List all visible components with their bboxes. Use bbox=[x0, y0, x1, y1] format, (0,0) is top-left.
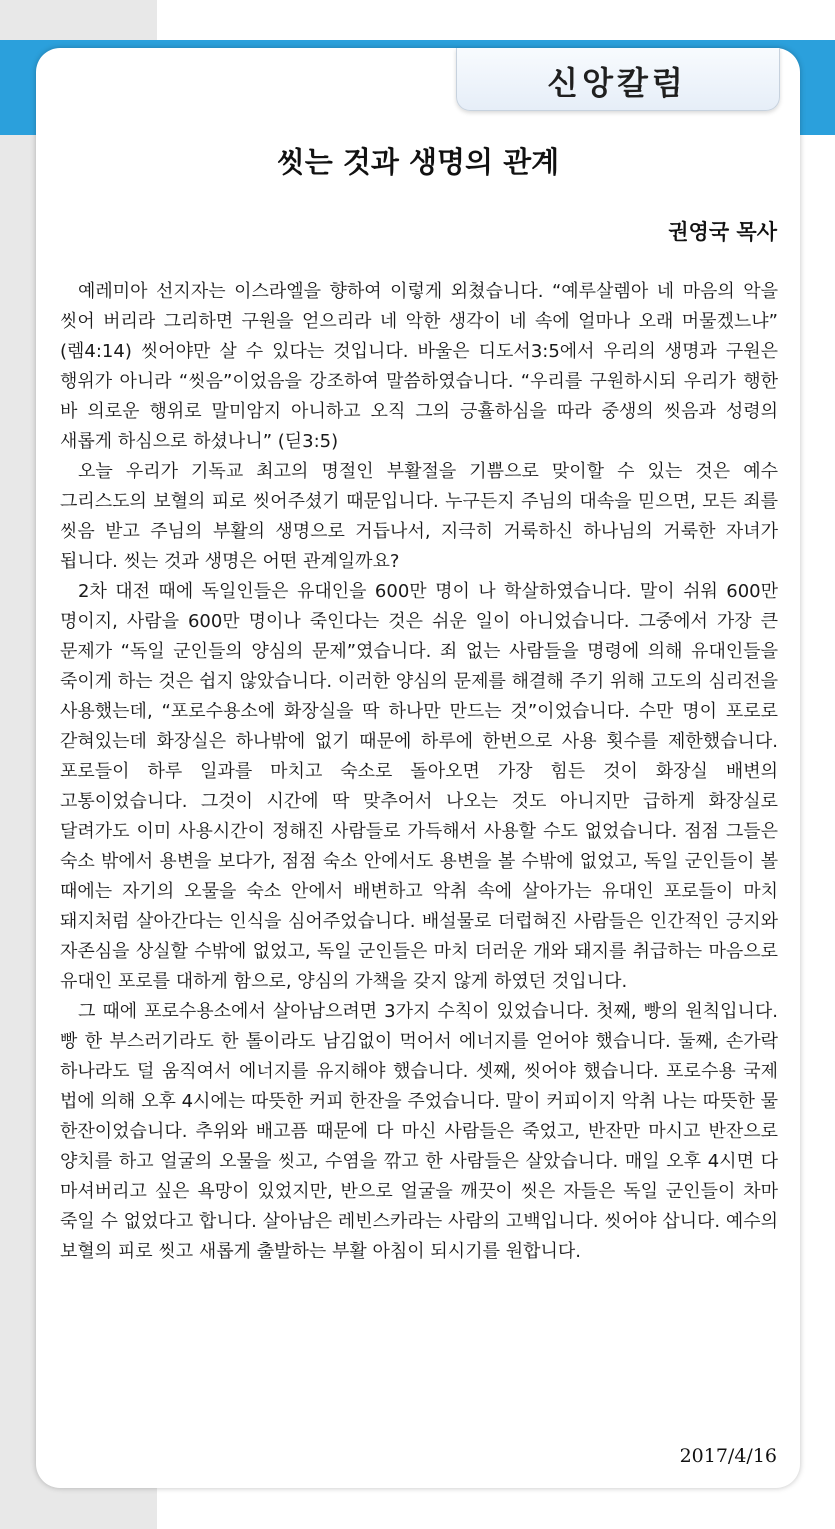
paragraph-3: 2차 대전 때에 독일인들은 유대인을 600만 명이 나 학살하였습니다. 말이 쉬워 600만 명이지, 사람을 600만 명이나 죽인다는 것은 쉬운 일이 아니었습니다. 그중에서 가장 큰 문제가 “독일 군인들의 양심의 문제”였습니다. 죄 없는 사람들을 명령에 의해 유대인들을 죽이게 하는 것은 쉽지 않았습니다. 이러한 양심의 문제를 해결해 주기 위해 고도의 심리전을 사용했는데, “포로수용소에 화장실을 딱 하나만 만드는 것”이었습니다. 수만 명이 포로로 갇혀있는데 화장실은 하나밖에 없기 때문에 하루에 한번으로 사용 횟수를 제한했습니다. 포로들이 하루 일과를 마치고 숙소로 돌아오면 가장 힘든 것이 화장실 배변의 고통이었습니다. 그것이 시간에 딱 맞추어서 나오는 것도 아니지만 급하게 화장실로 달려가도 이미 사용시간이 정해진 사람들로 가득해서 사용할 수도 없었습니다. 점점 그들은 숙소 밖에서 용변을 보다가, 점점 숙소 안에서도 용변을 볼 수밖에 없었고, 독일 군인들이 볼 때에는 자기의 오물을 숙소 안에서 배변하고 악취 속에 살아가는 유대인 포로들이 마치 돼지처럼 살아간다는 인식을 심어주었습니다. 배설물로 더럽혀진 사람들은 인간적인 긍지와 자존심을 상실할 수밖에 없었고, 독일 군인들은 마치 더러운 개와 돼지를 취급하는 마음으로 유대인 포로를 대하게 함으로, 양심의 가책을 갖지 않게 하였던 것입니다. bbox=[60, 581, 778, 992]
paragraph-4: 그 때에 포로수용소에서 살아남으려면 3가지 수칙이 있었습니다. 첫째, 빵의 원칙입니다. 빵 한 부스러기라도 한 톨이라도 남김없이 먹어서 에너지를 얻어야 했습니다. 둘째, 손가락 하나라도 덜 움직여서 에너지를 유지해야 했습니다. 셋째, 씻어야 했습니다. 포로수용 국제 법에 의해 오후 4시에는 따뜻한 커피 한잔을 주었습니다. 말이 커피이지 악취 나는 따뜻한 물 한잔이었습니다. 추위와 배고픔 때문에 다 마신 사람들은 죽었고, 반잔만 마시고 반잔으로 양치를 하고 얼굴의 오물을 씻고, 수염을 깎고 한 사람들은 살았습니다. 매일 오후 4시면 다 마셔버리고 싶은 욕망이 있었지만, 반으로 얼굴을 깨끗이 씻은 자들은 독일 군인들이 차마 죽일 수 없었다고 합니다. 살아남은 레빈스카라는 사람의 고백입니다. 씻어야 삽니다. 예수의 보혈의 피로 씻고 새롭게 출발하는 부활 아침이 되시기를 원합니다. bbox=[60, 1001, 778, 1262]
section-title: 신앙칼럼 bbox=[547, 64, 687, 102]
author-name: 권영국 목사 bbox=[668, 220, 777, 244]
article-title: 씻는 것과 생명의 관계 bbox=[276, 145, 560, 179]
article-body bbox=[60, 277, 778, 1267]
paragraph-2: 오늘 우리가 기독교 최고의 명절인 부활절을 기쁨으로 맞이할 수 있는 것은 예수 그리스도의 보혈의 피로 씻어주셨기 때문입니다. 누구든지 주님의 대속을 믿으면, 모든 죄를 씻음 받고 주님의 부활의 생명으로 거듭나서, 지극히 거룩하신 하나님의 거룩한 자녀가 됩니다. 씻는 것과 생명은 어떤 관계일까요? bbox=[60, 461, 778, 572]
publish-date: 2017/4/16 bbox=[679, 1445, 777, 1467]
paragraph-1: 예레미아 선지자는 이스라엘을 향하여 이렇게 외쳤습니다. “예루살렘아 네 마음의 악을 씻어 버리라 그리하면 구원을 얻으리라 네 악한 생각이 네 속에 얼마나 오래 머물겠느냐” (렘4:14) 씻어야만 살 수 있다는 것입니다. 바울은 디도서3:5에서 우리의 생명과 구원은 행위가 아니라 “씻음”이었음을 강조하여 말씀하였습니다. “우리를 구원하시되 우리가 행한 바 의로운 행위로 말미암지 아니하고 오직 그의 긍휼하심을 따라 중생의 씻음과 성령의 새롭게 하심으로 하셨나니” (딛3:5) bbox=[60, 281, 778, 452]
